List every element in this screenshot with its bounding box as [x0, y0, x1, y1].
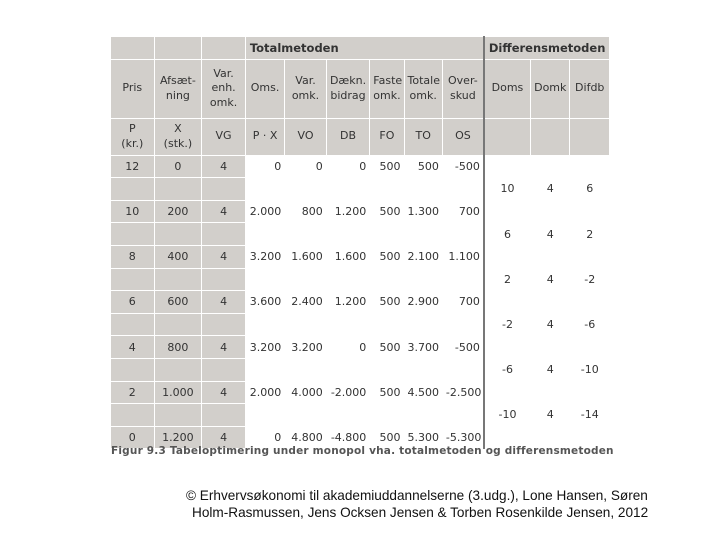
empty-cell [404, 358, 442, 381]
table-cell: 4 [202, 426, 246, 449]
table-cell: 8 [111, 245, 155, 268]
empty-cell [404, 404, 442, 427]
table-cell: 500 [370, 336, 404, 359]
diff-cell: 2 [484, 268, 531, 291]
empty-diff-cell [570, 155, 610, 178]
column-header-line: ning [165, 88, 190, 102]
empty-cell [111, 178, 155, 201]
table-cell: 1.200 [154, 426, 202, 449]
table-cell: 1.100 [442, 245, 484, 268]
empty-cell [326, 268, 370, 291]
table-cell: 500 [370, 291, 404, 314]
empty-diff-cell [570, 336, 610, 359]
empty-cell [202, 404, 246, 427]
diff-cell: 4 [531, 358, 570, 381]
column-header-line: omk. [409, 88, 437, 102]
column-header [326, 59, 370, 118]
empty-diff-cell [531, 200, 570, 223]
symbol-cell-line: VO [297, 129, 314, 143]
empty-cell [202, 223, 246, 246]
diff-cell: -14 [570, 404, 610, 427]
diff-cell: 4 [531, 404, 570, 427]
table-cell: 400 [154, 245, 202, 268]
symbol-cell [370, 118, 404, 155]
table-cell: 3.200 [285, 336, 326, 359]
empty-cell [370, 178, 404, 201]
symbol-cell-line: VG [215, 129, 232, 143]
table-cell: 4 [202, 291, 246, 314]
empty-cell [202, 178, 246, 201]
symbol-cell [570, 118, 610, 155]
empty-cell [370, 268, 404, 291]
table-cell: 6 [111, 291, 155, 314]
empty-cell [442, 178, 484, 201]
empty-cell [370, 313, 404, 336]
column-header [245, 59, 284, 118]
diff-cell: 4 [531, 223, 570, 246]
group-blank [202, 37, 246, 60]
table-cell: 500 [370, 426, 404, 449]
table-cell: 0 [326, 336, 370, 359]
empty-cell [245, 223, 284, 246]
diff-cell: 2 [570, 223, 610, 246]
table-row [111, 291, 610, 314]
table-cell: -500 [442, 155, 484, 178]
figure-table [110, 36, 610, 449]
empty-diff-cell [531, 155, 570, 178]
symbol-cell-line: DB [340, 129, 357, 143]
empty-cell [202, 313, 246, 336]
column-header-line: Var. [213, 66, 234, 80]
table-cell: 0 [111, 426, 155, 449]
column-header-line: Afsæt- [160, 74, 196, 87]
empty-cell [111, 404, 155, 427]
column-header-row [111, 59, 610, 118]
column-header-line: Faste [373, 74, 403, 87]
column-header-line: Doms [491, 81, 524, 95]
empty-diff-cell [570, 245, 610, 268]
column-header-line: bidrag [330, 88, 366, 102]
empty-diff-cell [484, 336, 531, 359]
table-row [111, 155, 610, 178]
column-header [404, 59, 442, 118]
empty-cell [442, 313, 484, 336]
symbol-cell [326, 118, 370, 155]
column-header-line: Dækn. [329, 74, 367, 87]
empty-cell [285, 313, 326, 336]
empty-cell [326, 358, 370, 381]
empty-diff-cell [570, 381, 610, 404]
table-cell: 10 [111, 200, 155, 223]
empty-diff-cell [531, 381, 570, 404]
diff-cell: -6 [484, 358, 531, 381]
table-row [111, 336, 610, 359]
table-cell: -2.500 [442, 381, 484, 404]
group-blank [154, 37, 202, 60]
credit-line-1: © Erhvervsøkonomi til akademiuddannelserne (3.udg.), Lone Hansen, Søren [186, 488, 648, 503]
empty-cell [285, 178, 326, 201]
table-cell: 4 [202, 381, 246, 404]
column-header [370, 59, 404, 118]
table-cell: 1.000 [154, 381, 202, 404]
empty-cell [154, 178, 202, 201]
empty-cell [370, 358, 404, 381]
diff-cell: -2 [570, 268, 610, 291]
group-blank [111, 37, 155, 60]
empty-diff-cell [484, 200, 531, 223]
table-cell: 500 [370, 381, 404, 404]
table-cell: 4 [202, 336, 246, 359]
empty-diff-cell [484, 245, 531, 268]
empty-diff-cell [484, 155, 531, 178]
empty-cell [111, 223, 155, 246]
empty-cell [245, 358, 284, 381]
table-cell: 4.800 [285, 426, 326, 449]
empty-cell [111, 268, 155, 291]
empty-cell [285, 404, 326, 427]
credit-text [186, 487, 706, 521]
symbol-cell-line: TO [415, 129, 431, 143]
empty-cell [370, 223, 404, 246]
empty-cell [245, 404, 284, 427]
empty-cell [202, 358, 246, 381]
group-header-row [111, 37, 610, 60]
table-cell: -4.800 [326, 426, 370, 449]
group-total-header: Totalmetoden [245, 37, 484, 60]
table-row [111, 200, 610, 223]
empty-cell [404, 178, 442, 201]
empty-cell [326, 178, 370, 201]
column-header-line: Var. [295, 74, 316, 87]
table-body [111, 37, 610, 449]
column-header [111, 59, 155, 118]
table-cell: 2.400 [285, 291, 326, 314]
empty-cell [154, 404, 202, 427]
diff-cell: -6 [570, 313, 610, 336]
table-cell: 3.200 [245, 336, 284, 359]
empty-cell [111, 313, 155, 336]
table-row [111, 245, 610, 268]
table-cell: 0 [245, 426, 284, 449]
column-header-line: Oms. [250, 81, 280, 95]
table-cell: 700 [442, 291, 484, 314]
table-cell: 2.100 [404, 245, 442, 268]
column-header-line: Domk [534, 81, 567, 95]
column-header [285, 59, 326, 118]
table-cell: 1.200 [326, 291, 370, 314]
empty-cell [154, 313, 202, 336]
diff-cell: -10 [484, 404, 531, 427]
table-cell: -500 [442, 336, 484, 359]
credit-line-2: Holm-Rasmussen, Jens Ocksen Jensen & Torben Rosenkilde Jensen, 2012 [192, 505, 649, 520]
table-cell: 0 [245, 155, 284, 178]
symbol-cell-line: P · X [252, 129, 278, 143]
column-header-line: Pris [122, 81, 143, 95]
empty-cell [442, 358, 484, 381]
diff-row [111, 313, 610, 336]
empty-cell [154, 268, 202, 291]
empty-cell [442, 268, 484, 291]
table-cell: 5.300 [404, 426, 442, 449]
table-row [111, 381, 610, 404]
column-header-line: omk. [291, 88, 320, 102]
empty-diff-cell [570, 291, 610, 314]
symbol-cell-line: (kr.) [121, 136, 144, 150]
column-header [484, 59, 531, 118]
table-cell: 800 [285, 200, 326, 223]
diff-cell: 4 [531, 268, 570, 291]
diff-row [111, 404, 610, 427]
symbol-cell [404, 118, 442, 155]
diff-row [111, 223, 610, 246]
table-cell: 200 [154, 200, 202, 223]
empty-cell [442, 404, 484, 427]
symbol-cell [531, 118, 570, 155]
empty-diff-cell [531, 291, 570, 314]
table-cell: 4 [202, 200, 246, 223]
symbol-cell [442, 118, 484, 155]
diff-cell: 6 [570, 178, 610, 201]
symbol-cell [285, 118, 326, 155]
table-cell: 12 [111, 155, 155, 178]
empty-cell [326, 313, 370, 336]
table-cell: 0 [326, 155, 370, 178]
column-header-line: Over- [448, 74, 478, 87]
table-cell: 500 [370, 245, 404, 268]
table-cell: 2 [111, 381, 155, 404]
table-cell: 600 [154, 291, 202, 314]
empty-cell [404, 268, 442, 291]
empty-diff-cell [484, 291, 531, 314]
empty-cell [111, 358, 155, 381]
table-cell: -2.000 [326, 381, 370, 404]
empty-cell [404, 223, 442, 246]
table-cell: 3.700 [404, 336, 442, 359]
table-cell: 1.600 [326, 245, 370, 268]
diff-cell: 4 [531, 313, 570, 336]
diff-cell: 6 [484, 223, 531, 246]
symbol-cell-line: OS [455, 129, 471, 143]
table-cell: 1.300 [404, 200, 442, 223]
empty-cell [442, 223, 484, 246]
empty-cell [245, 313, 284, 336]
diff-cell: 4 [531, 178, 570, 201]
column-header-line: Difdb [575, 81, 605, 95]
symbol-cell-line: X [174, 122, 182, 135]
column-header-line: omk. [373, 88, 401, 102]
table-cell: 2.000 [245, 200, 284, 223]
empty-cell [285, 223, 326, 246]
diff-cell: 10 [484, 178, 531, 201]
table-cell: 0 [154, 155, 202, 178]
column-header-line: omk. [209, 95, 238, 109]
table-cell: 4 [111, 336, 155, 359]
symbol-cell-line: (stk.) [163, 136, 193, 150]
table-cell: 4.500 [404, 381, 442, 404]
empty-cell [326, 404, 370, 427]
table-cell: 1.600 [285, 245, 326, 268]
diff-cell: -10 [570, 358, 610, 381]
empty-cell [245, 268, 284, 291]
empty-diff-cell [531, 336, 570, 359]
group-diff-header: Differensmetoden [484, 37, 610, 60]
table-cell: 4.000 [285, 381, 326, 404]
empty-cell [285, 358, 326, 381]
empty-diff-cell [570, 200, 610, 223]
empty-cell [154, 223, 202, 246]
symbol-cell [111, 118, 155, 155]
empty-cell [370, 404, 404, 427]
symbol-cell-line: FO [379, 129, 395, 143]
diff-row [111, 358, 610, 381]
diff-row [111, 268, 610, 291]
empty-cell [326, 223, 370, 246]
symbol-cell [202, 118, 246, 155]
table-cell: -5.300 [442, 426, 484, 449]
column-header [202, 59, 246, 118]
column-header [442, 59, 484, 118]
symbol-cell [154, 118, 202, 155]
empty-cell [202, 268, 246, 291]
table-cell: 1.200 [326, 200, 370, 223]
table-cell: 2.900 [404, 291, 442, 314]
empty-cell [245, 178, 284, 201]
diff-row [111, 178, 610, 201]
table-cell: 800 [154, 336, 202, 359]
table-cell: 4 [202, 245, 246, 268]
table-cell: 500 [404, 155, 442, 178]
column-header [531, 59, 570, 118]
table-cell: 0 [285, 155, 326, 178]
table-cell: 500 [370, 200, 404, 223]
empty-cell [154, 358, 202, 381]
table-cell: 3.200 [245, 245, 284, 268]
empty-diff-cell [531, 245, 570, 268]
column-header [570, 59, 610, 118]
table-cell: 700 [442, 200, 484, 223]
column-header-line: skud [450, 88, 476, 102]
table-cell: 4 [202, 155, 246, 178]
empty-cell [285, 268, 326, 291]
empty-diff-cell [484, 381, 531, 404]
table-cell: 500 [370, 155, 404, 178]
optimization-table [110, 36, 610, 449]
column-header [154, 59, 202, 118]
symbol-cell-line: P [128, 122, 136, 135]
table-cell: 2.000 [245, 381, 284, 404]
symbol-cell [484, 118, 531, 155]
column-header-line: enh. [211, 81, 236, 95]
table-cell: 3.600 [245, 291, 284, 314]
empty-cell [404, 313, 442, 336]
figure-caption: Figur 9.3 Tabeloptimering under monopol vha. totalmetoden og differensmetoden [111, 445, 614, 457]
symbol-cell [245, 118, 284, 155]
symbol-row [111, 118, 610, 155]
column-header-line: Totale [407, 74, 440, 87]
diff-cell: -2 [484, 313, 531, 336]
